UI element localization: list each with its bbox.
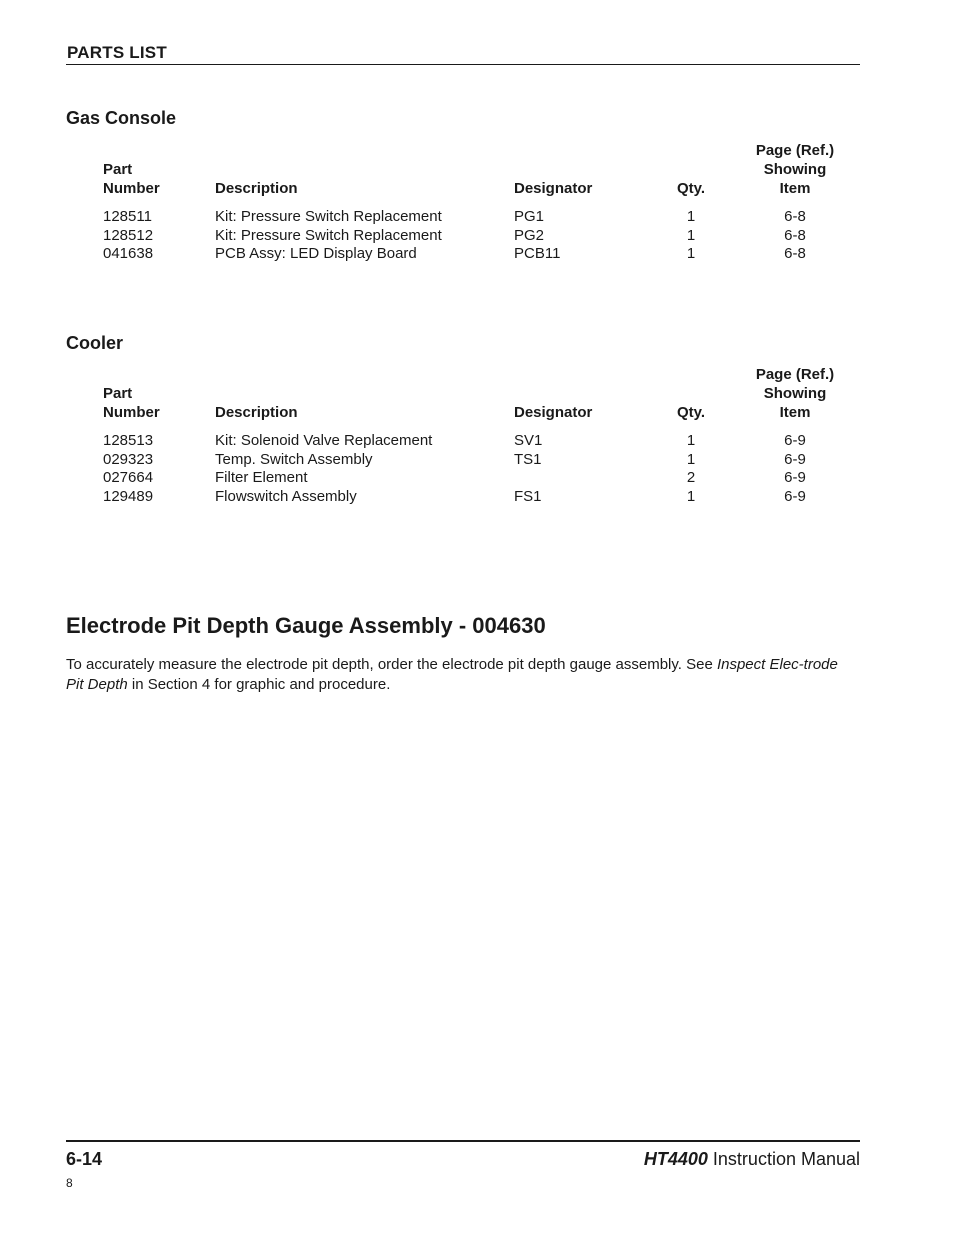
page-number: 6-14 [66, 1149, 103, 1169]
cell-qty: 1 [686, 245, 696, 263]
cell-designator: FS1 [514, 488, 542, 506]
table-header [66, 138, 860, 198]
cell-designator: PG2 [514, 226, 545, 244]
col-designator: Designator [514, 180, 593, 197]
gauge-text-before: To accurately measure the electrode pit depth, order the electrode pit depth gauge assembly. See [66, 656, 717, 673]
cell-description: Kit: Pressure Switch Replacement [215, 208, 442, 225]
cooler-table [66, 362, 860, 507]
footer-divider [66, 1140, 860, 1142]
table-row [66, 208, 860, 227]
cell-page: 6-9 [784, 432, 806, 449]
cooler-heading: Cooler [66, 333, 124, 353]
gauge-heading: Electrode Pit Depth Gauge Assembly - 004630 [66, 613, 546, 638]
col-designator: Designator [514, 404, 593, 421]
cell-page: 6-8 [784, 208, 806, 225]
col-description: Description [215, 404, 298, 421]
cell-part: 029323 [103, 450, 154, 468]
cell-qty: 1 [686, 450, 696, 468]
table-row [66, 227, 860, 246]
col-description: Description [215, 180, 298, 197]
cell-designator: SV1 [514, 432, 543, 449]
section-reference: Inspect Elec-trode Pit Depth [66, 656, 838, 693]
cell-description: Filter Element [215, 469, 308, 487]
cell-page: 6-9 [784, 469, 806, 487]
cell-qty: 1 [686, 488, 696, 506]
cell-description: Flowswitch Assembly [215, 488, 357, 506]
header-divider [66, 64, 860, 65]
cell-description: Temp. Switch Assembly [215, 450, 373, 468]
col-page-ref: Page (Ref.) Showing Item [755, 142, 835, 197]
cell-part: 128511 [103, 208, 152, 225]
manual-label: Instruction Manual [707, 1149, 860, 1169]
manual-title [644, 1149, 860, 1170]
table-row [66, 432, 860, 451]
col-qty: Qty. [676, 180, 706, 197]
col-page-ref: Page (Ref.) Showing Item [755, 366, 835, 421]
table-body [66, 208, 860, 264]
cell-qty: 1 [686, 226, 696, 244]
gauge-description [66, 655, 846, 695]
footer-small-number: 8 [66, 1176, 73, 1190]
cell-page: 6-8 [784, 245, 806, 263]
cell-part: 128512 [103, 226, 154, 244]
cell-part: 128513 [103, 432, 154, 449]
cell-description: Kit: Pressure Switch Replacement [215, 226, 442, 244]
cell-part: 129489 [103, 488, 154, 506]
table-body [66, 432, 860, 507]
cell-description: Kit: Solenoid Valve Replacement [215, 432, 433, 449]
model-name: HT4400 [643, 1149, 708, 1169]
gauge-text-after: in Section 4 for graphic and procedure. [127, 676, 391, 693]
cell-page: 6-9 [784, 488, 806, 506]
cell-description: PCB Assy: LED Display Board [215, 245, 417, 263]
cell-designator: PCB11 [514, 245, 561, 263]
cell-qty: 1 [686, 432, 696, 449]
col-part-number: Part Number [103, 385, 160, 421]
cell-designator: PG1 [514, 208, 545, 225]
gas-console-heading: Gas Console [66, 108, 177, 128]
table-row [66, 488, 860, 507]
cell-part: 041638 [103, 245, 154, 263]
table-row [66, 469, 860, 488]
cell-page: 6-8 [784, 226, 806, 244]
cell-part: 027664 [103, 469, 154, 487]
gas-console-table [66, 138, 860, 264]
cell-qty: 2 [686, 469, 696, 487]
cell-qty: 1 [686, 208, 696, 225]
cell-designator: TS1 [514, 450, 542, 468]
page-header-title: PARTS LIST [67, 43, 167, 62]
table-header [66, 362, 860, 422]
col-part-number: Part Number [103, 161, 160, 197]
table-row [66, 451, 860, 470]
col-qty: Qty. [676, 404, 706, 421]
cell-page: 6-9 [784, 450, 806, 468]
table-row [66, 245, 860, 264]
